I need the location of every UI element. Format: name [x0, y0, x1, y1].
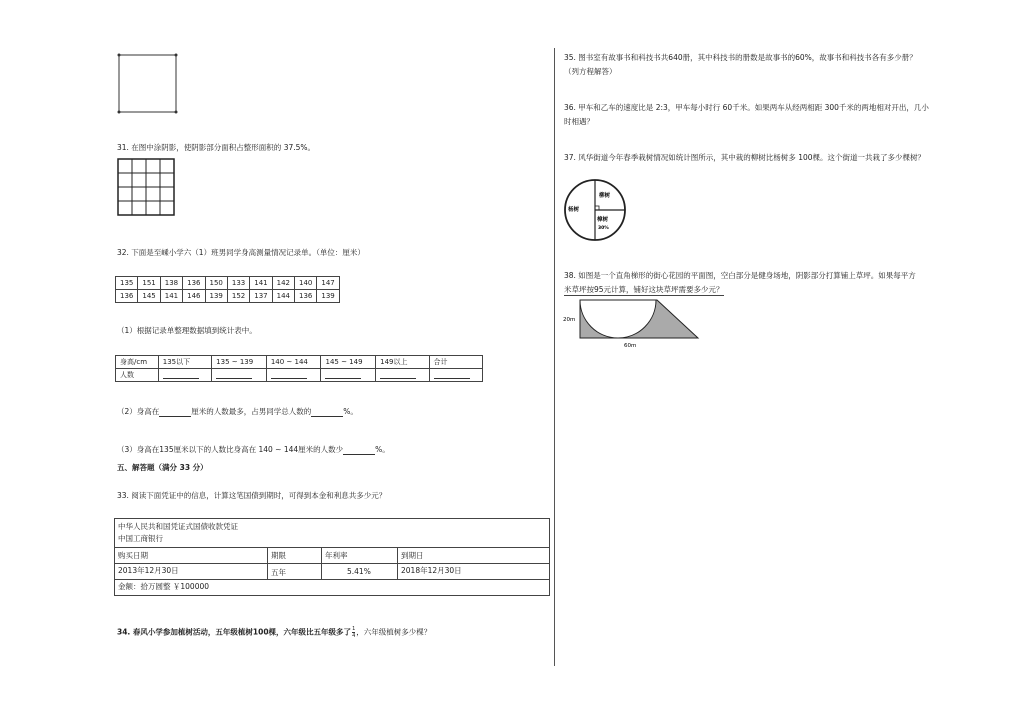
divider	[115, 579, 549, 580]
answer-blank[interactable]	[212, 369, 267, 382]
bond-voucher	[114, 518, 550, 596]
q32-sub2-a: （2）身高在	[117, 407, 160, 416]
cell: 144	[272, 290, 294, 303]
cell: 141	[250, 277, 272, 290]
header-cell: 145 ~ 149	[321, 356, 376, 369]
header-cell: 135以下	[158, 356, 211, 369]
q31-text: 31. 在图中涂阴影，使阴影部分面积占整形面积的 37.5%。	[117, 143, 316, 152]
height-label: 20m	[563, 317, 576, 323]
voucher-bank: 中国工商银行	[118, 534, 163, 543]
cell: 136	[295, 290, 317, 303]
header-cell: 身高/cm	[116, 356, 159, 369]
square-figure	[116, 52, 180, 116]
cell: 142	[272, 277, 294, 290]
cell: 151	[138, 277, 160, 290]
trapezoid-figure	[562, 298, 704, 350]
header-cell: 135 ~ 139	[212, 356, 267, 369]
cell: 146	[183, 290, 205, 303]
cell: 140	[295, 277, 317, 290]
fraction	[352, 626, 355, 639]
cell: 135	[116, 277, 138, 290]
pie-label: 樟树	[597, 217, 609, 223]
header-cell: 140 ~ 144	[266, 356, 321, 369]
q38-line1: 38. 如图是一个直角梯形的街心花园的平面图，空白部分是健身场地，阴影部分打算铺上草坪。如果每平方	[564, 271, 916, 280]
table-row	[116, 290, 340, 303]
voucher-v2: 五年	[271, 568, 286, 577]
q35-line2: （列方程解答）	[564, 67, 617, 76]
q34-text	[117, 626, 431, 639]
cell: 137	[250, 290, 272, 303]
divider	[321, 548, 322, 579]
answer-blank[interactable]	[321, 369, 376, 382]
width-label: 60m	[624, 343, 637, 349]
divider	[397, 548, 398, 579]
voucher-title: 中华人民共和国凭证式国债收款凭证	[118, 522, 238, 531]
answer-blank[interactable]	[266, 369, 321, 382]
pie-label: 30%	[598, 226, 609, 231]
fraction-numerator: 1	[352, 626, 356, 632]
cell: 136	[183, 277, 205, 290]
q32-sub2	[117, 406, 358, 417]
voucher-amount: 金额：拾万圆整 ￥100000	[118, 582, 210, 591]
cell: 145	[138, 290, 160, 303]
voucher-h3: 年利率	[325, 551, 348, 560]
q36-line2: 时相遇？	[564, 117, 594, 126]
voucher-h1: 购买日期	[118, 551, 148, 560]
cell: 139	[205, 290, 227, 303]
height-record-table	[115, 276, 340, 303]
fraction-denominator: 4	[352, 633, 356, 639]
header-cell: 149以上	[376, 356, 429, 369]
q32-sub3	[117, 444, 390, 455]
cell: 150	[205, 277, 227, 290]
voucher-v4: 2018年12月30日	[401, 566, 462, 575]
column-divider	[554, 48, 555, 666]
cell: 133	[227, 277, 249, 290]
q32-sub3-b: %。	[375, 445, 390, 454]
q34-text-a: 34. 春风小学参加植树活动，五年级植树100棵，六年级比五年级多了	[117, 627, 352, 637]
q37-text: 37. 风华街道今年春季栽树情况如统计图所示，其中栽的柳树比杨树多 100棵。这个街道一共栽了多少棵树？	[564, 153, 926, 162]
table-row	[116, 369, 483, 382]
pie-chart	[562, 177, 628, 243]
voucher-h4: 到期日	[401, 551, 424, 560]
voucher-h2: 期限	[271, 551, 286, 560]
q33-text: 33. 阅读下面凭证中的信息，计算这笔国债到期时，可得到本金和利息共多少元？	[117, 491, 387, 500]
answer-blank[interactable]	[429, 369, 482, 382]
divider	[115, 563, 549, 564]
voucher-v3: 5.41%	[347, 567, 371, 576]
pie-label: 柳树	[599, 193, 611, 199]
q36-line1: 36. 甲车和乙车的速度比是 2:3，甲车每小时行 60千米。如果两车从经两相距 300千米的两地相对开出，几小	[564, 103, 929, 112]
q32-sub2-b: 厘米的人数最多，占男同学总人数的	[191, 407, 312, 416]
cell: 147	[317, 277, 339, 290]
q32-sub1: （1）根据记录单整理数据填到统计表中。	[117, 326, 257, 335]
divider	[115, 547, 549, 548]
q32-title: 32. 下面是至嵊小学六（1）班男同学身高测量情况记录单。（单位：厘米）	[117, 248, 365, 257]
table-row	[116, 277, 340, 290]
q34-text-b: ，六年级植树多少棵？	[356, 627, 432, 637]
answer-blank[interactable]	[158, 369, 211, 382]
q32-sub3-a: （3）身高在135厘米以下的人数比身高在 140 ~ 144厘米的人数少	[117, 445, 344, 454]
cell: 139	[317, 290, 339, 303]
table-row	[116, 356, 483, 369]
answer-blank[interactable]	[311, 410, 343, 417]
section-heading: 五、解答题（满分 33 分）	[117, 463, 208, 472]
q32-sub2-c: %。	[343, 407, 358, 416]
answer-blank[interactable]	[376, 369, 429, 382]
q38-line2: 米草坪按95元计算，铺好这块草坪需要多少元？	[564, 285, 724, 294]
cell: 152	[227, 290, 249, 303]
pie-label: 杨树	[568, 207, 580, 213]
voucher-v1: 2013年12月30日	[118, 566, 179, 575]
answer-blank[interactable]	[159, 410, 191, 417]
cell: 141	[160, 290, 182, 303]
height-stat-table	[115, 355, 483, 382]
answer-blank[interactable]	[343, 448, 375, 455]
row-label: 人数	[116, 369, 159, 382]
header-cell: 合计	[429, 356, 482, 369]
cell: 138	[160, 277, 182, 290]
q35-line1: 35. 图书室有故事书和科技书共640册，其中科技书的册数是故事书的60%，故事书和科技书各有多少册？	[564, 53, 917, 62]
cell: 136	[116, 290, 138, 303]
grid-figure[interactable]	[117, 158, 177, 218]
divider	[267, 548, 268, 579]
